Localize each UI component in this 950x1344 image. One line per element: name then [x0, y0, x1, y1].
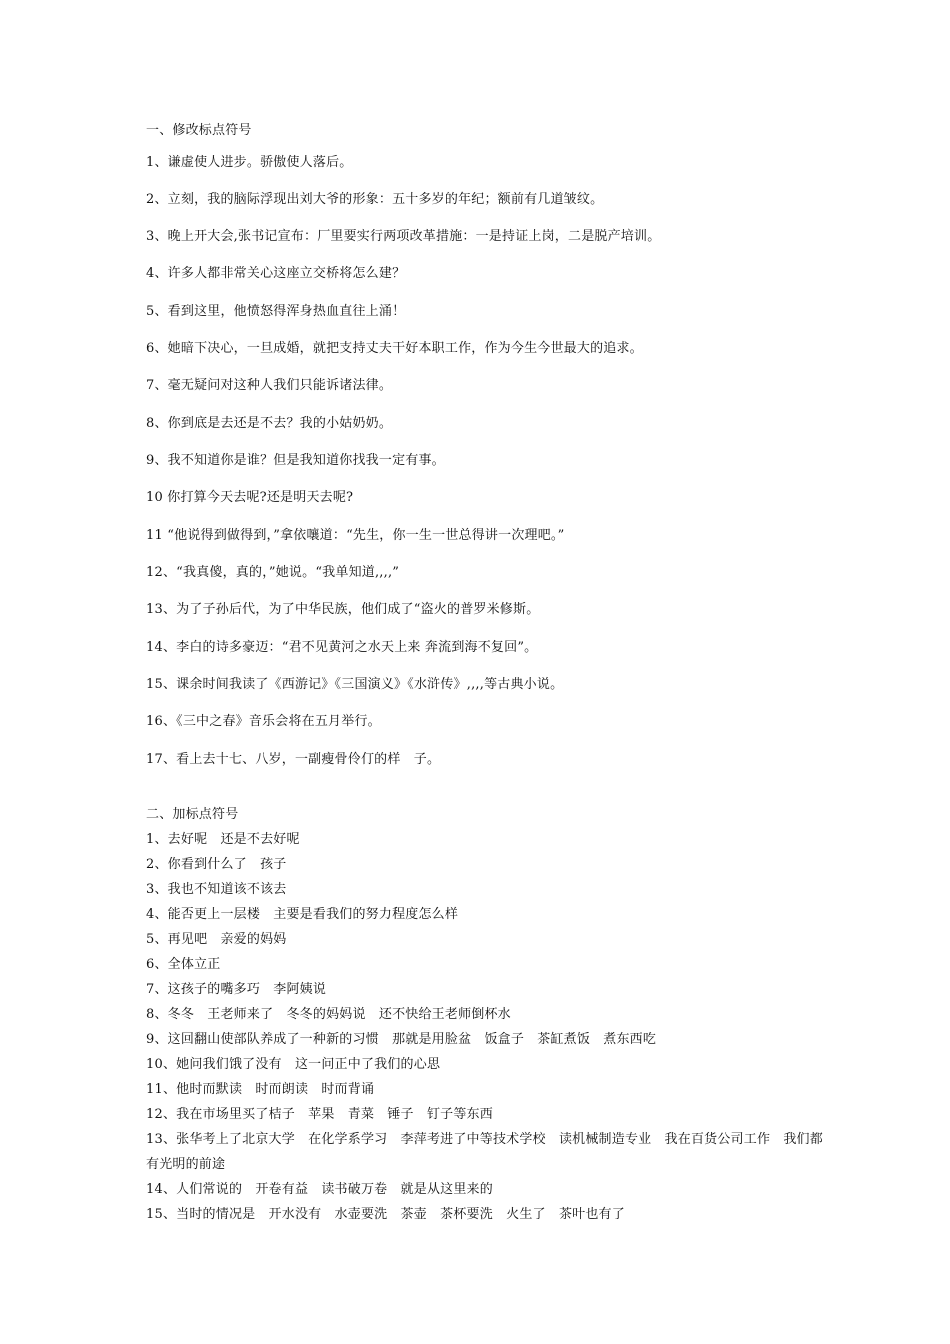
- section2-item: 9、这回翻山使部队养成了一种新的习惯 那就是用脸盆 饭盒子 茶缸煮饭 煮东西吃: [146, 1032, 657, 1047]
- section2-item: 8、冬冬 王老师来了 冬冬的妈妈说 还不快给王老师倒杯水: [146, 1007, 511, 1022]
- section2-item: 5、再见吧 亲爱的妈妈: [146, 932, 287, 947]
- section1-item: 11 “他说得到做得到，”拿依嚷道：“先生，你一生一世总得讲一次理吧。”: [146, 528, 565, 543]
- section1-item: 10 你打算今天去呢?还是明天去呢?: [146, 490, 354, 505]
- section2-item: 3、我也不知道该不该去: [146, 882, 287, 897]
- section1-item: 4、许多人都非常关心这座立交桥将怎么建？: [146, 266, 406, 281]
- section1-item: 8、你到底是去还是不去？我的小姑奶奶。: [146, 416, 393, 431]
- section1-item: 17、看上去十七、八岁，一副瘦骨伶仃的样 子。: [146, 752, 441, 767]
- section2-item: 11、他时而默读 时而朗读 时而背诵: [146, 1082, 375, 1097]
- section1-item: 6、她暗下决心，一旦成婚，就把支持丈夫干好本职工作，作为今生今世最大的追求。: [146, 341, 643, 356]
- section1-item: 12、“我真傻，真的，”她说。“我单知道,,,,”: [146, 565, 400, 580]
- section1-item: 9、我不知道你是谁？但是我知道你找我一定有事。: [146, 453, 445, 468]
- section1-item: 16、《三中之春》音乐会将在五月举行。: [146, 714, 381, 729]
- section1-item: 2、立刻，我的脑际浮现出刘大爷的形象：五十多岁的年纪；额前有几道皱纹。: [146, 192, 604, 207]
- section2-item: 4、能否更上一层楼 主要是看我们的努力程度怎么样: [146, 907, 459, 922]
- section1-item: 15、课余时间我读了《西游记》《三国演义》《水浒传》,,,,等古典小说。: [146, 677, 564, 692]
- section2-item: 13、张华考上了北京大学 在化学系学习 李萍考进了中等技术学校 读机械制造专业 我在百货公司工作 我们都有光明的前途: [146, 1132, 823, 1172]
- section1-item: 3、晚上开大会,张书记宣布：厂里要实行两项改革措施：一是持证上岗，二是脱产培训。: [146, 229, 661, 244]
- section1-item: 14、李白的诗多豪迈：“君不见黄河之水天上来 奔流到海不复回”。: [146, 640, 538, 655]
- section2-item: 10、她问我们饿了没有 这一问正中了我们的心思: [146, 1057, 441, 1072]
- section1-item: 5、看到这里，他愤怒得浑身热血直往上涌！: [146, 304, 406, 319]
- section2-item: 1、去好呢 还是不去好呢: [146, 832, 300, 847]
- section2-item: 12、我在市场里买了桔子 苹果 青菜 锤子 钉子等东西: [146, 1107, 493, 1122]
- section1-heading: 一、修改标点符号: [146, 123, 252, 138]
- section2-item: 2、你看到什么了 孩子: [146, 857, 287, 872]
- section1-item: 13、为了子孙后代，为了中华民族，他们成了“盗火的普罗米修斯。: [146, 602, 540, 617]
- section2-item: 6、全体立正: [146, 957, 221, 972]
- section2-heading: 二、加标点符号: [146, 807, 239, 822]
- section2-item: 7、这孩子的嘴多巧 李阿姨说: [146, 982, 327, 997]
- section2-item: 14、人们常说的 开卷有益 读书破万卷 就是从这里来的: [146, 1182, 493, 1197]
- section2-item: 15、当时的情况是 开水没有 水壶要洗 茶壶 茶杯要洗 火生了 茶叶也有了: [146, 1207, 625, 1222]
- section1-item: 7、毫无疑问对这种人我们只能诉诸法律。: [146, 378, 393, 393]
- section1-item: 1、谦虚使人进步。骄傲使人落后。: [146, 155, 353, 170]
